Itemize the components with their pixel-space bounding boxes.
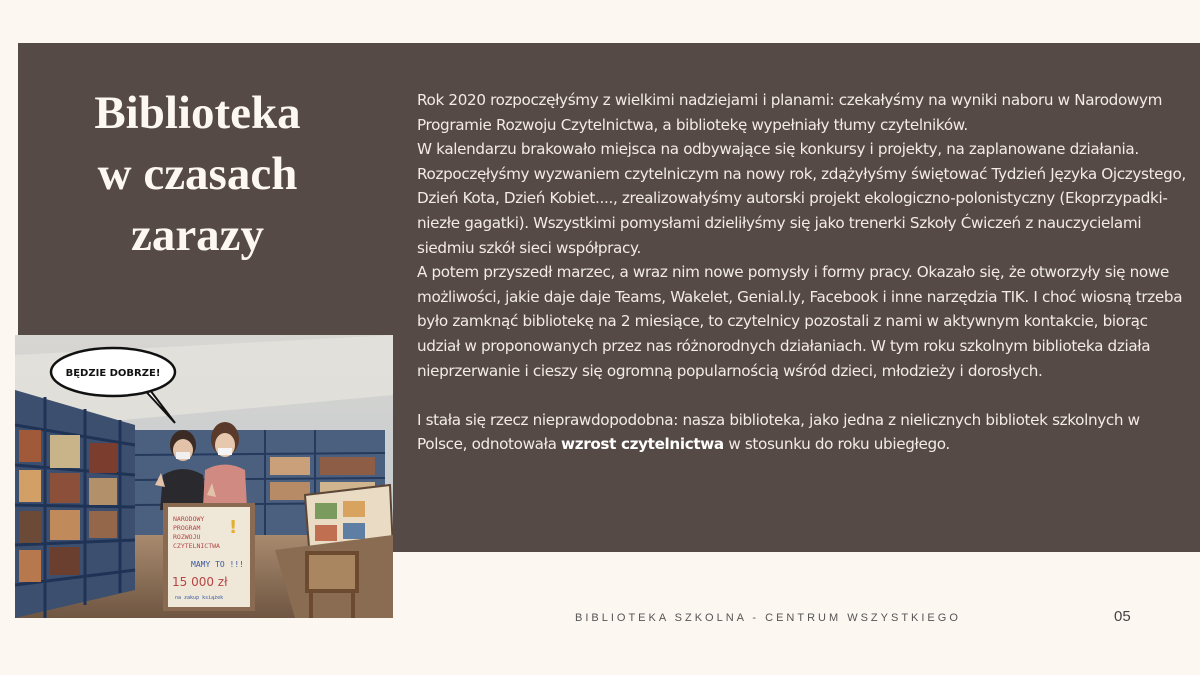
paragraph-2: W kalendarzu brakowało miejsca na odbywające się konkursy i projekty, na zaplanowane działania.: [417, 140, 1139, 159]
title-line-3: zarazy: [130, 209, 265, 261]
sign-text-5: MAMY TO !!!: [191, 560, 244, 569]
npr-sign: [163, 503, 255, 611]
library-photo: [15, 335, 393, 618]
paragraph-5-end: w stosunku do roku ubiegłego.: [723, 435, 950, 454]
sign-amount: 15 000 zł: [172, 575, 228, 589]
body-text: [417, 88, 1187, 457]
footer-text: BIBLIOTEKA SZKOLNA - CENTRUM WSZYSTKIEGO: [575, 612, 961, 624]
slide-title: [30, 83, 365, 266]
sign-text-3: ROZWOJU: [173, 533, 201, 541]
svg-text:!: !: [229, 517, 238, 538]
highlight-readership: wzrost czytelnictwa: [561, 435, 724, 454]
paragraph-1: Rok 2020 rozpoczęłyśmy z wielkimi nadziejami i planami: czekałyśmy na wyniki naboru w Narodowym Programie Rozwoju Czytelnictwa, a bibliotekę wypełniały tłumy czytelników.: [417, 91, 1163, 134]
sign-text-2: PROGRAM: [173, 524, 201, 532]
paragraph-5-start: I stała się rzecz nieprawdopodobna: nasza biblioteka, jako jedna z nielicznych bibliotek szkolnych w Polsce, odnotowała: [417, 410, 1140, 454]
sign-text-1: NARODOWY: [173, 515, 205, 523]
title-line-1: Biblioteka: [94, 87, 301, 139]
paragraph-3: Rozpoczęłyśmy wyzwaniem czytelniczym na nowy rok, zdążyłyśmy świętować Tydzień Języka Ojczystego, Dzień Kota, Dzień Kobiet...., zrealizowałyśmy autorski projekt ekologiczno-polonistyczny (Ekoprzypadki-niezłe gagatki). Wszystkimi pomysłami dzieliłyśmy się jako trenerki Szkoły Ćwiczeń z nauczycielami siedmiu szkół sieci współpracy.: [417, 164, 1186, 257]
page-number: 05: [1114, 608, 1131, 625]
left-bookshelves: [15, 390, 135, 618]
title-line-2: w czasach: [97, 148, 298, 200]
sign-footer: na zakup książek: [175, 595, 224, 601]
sign-text-4: CZYTELNICTWA: [173, 542, 220, 550]
speech-bubble-text: BĘDZIE DOBRZE!: [65, 368, 161, 379]
paragraph-4: A potem przyszedł marzec, a wraz nim nowe pomysły i formy pracy. Okazało się, że otworzyły się nowe możliwości, jakie daje daje Teams, Wakelet, Genial.ly, Facebook i inne narzędzia TIK. I choć wiosną trzeba było zamknąć bibliotekę na 2 miesiące, to czytelnicy pozostali z nami w aktywnym kontakcie, biorąc udział w proponowanych przez nas różnorodnych działaniach. W tym roku szkolnym biblioteka działa nieprzerwanie i cieszy się ogromną popularnością wśród dzieci, młodzieży i dorosłych.: [417, 263, 1183, 380]
paragraph-5: [417, 408, 1187, 457]
